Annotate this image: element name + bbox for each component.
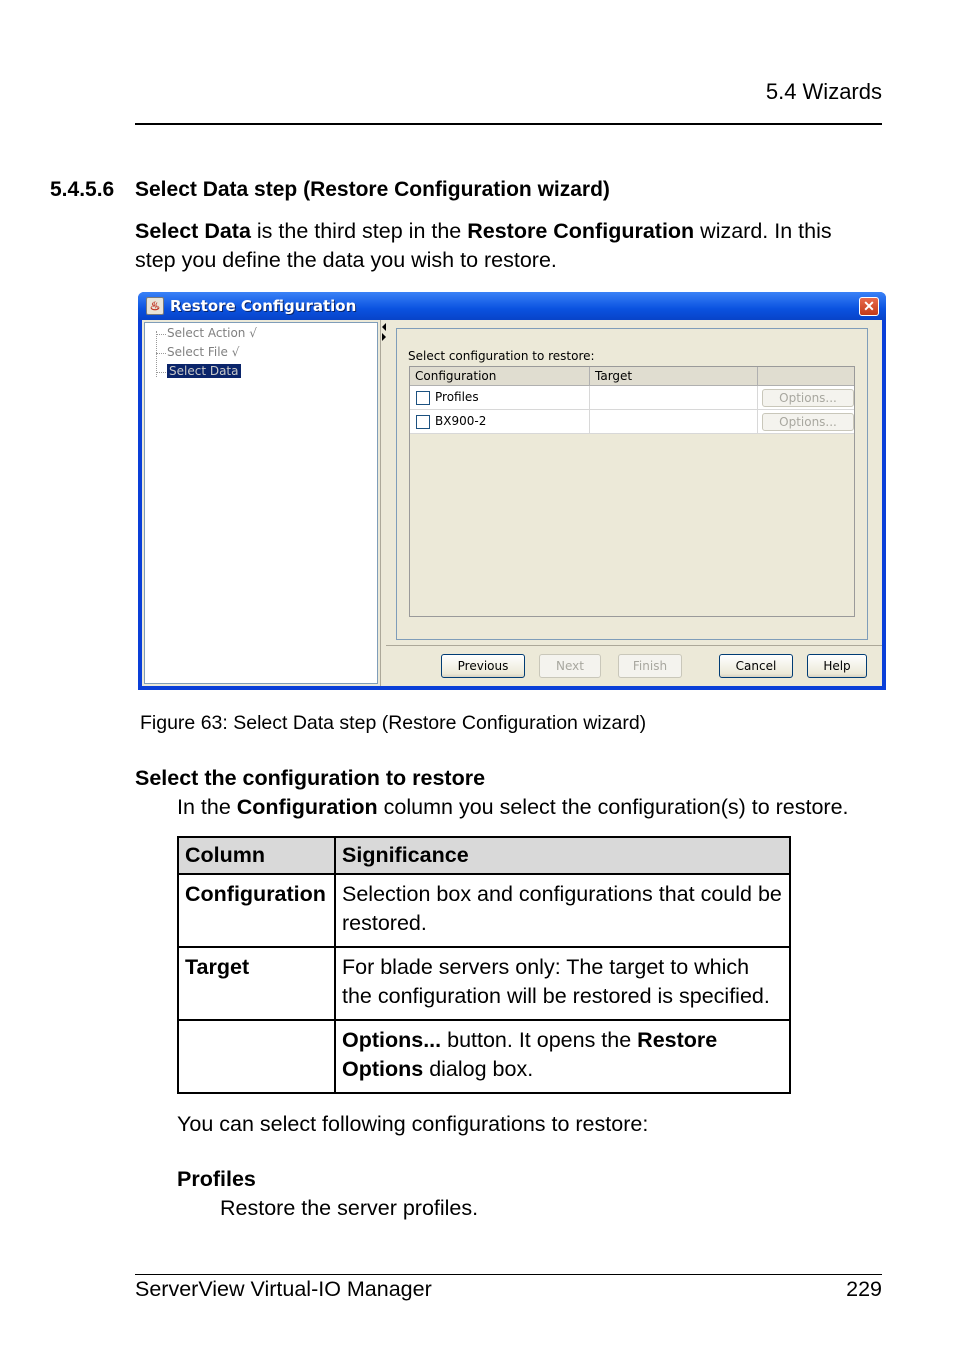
finish-button[interactable]: Finish xyxy=(618,654,682,678)
help-button[interactable]: Help xyxy=(807,654,867,678)
intro-text-2: wizard. In this xyxy=(694,219,832,243)
table-row xyxy=(178,1020,790,1093)
intro-bold-2: Restore Configuration xyxy=(467,219,695,243)
options-cell xyxy=(758,410,854,434)
profiles-text: Restore the server profiles. xyxy=(220,1196,479,1220)
subtext-1: In the xyxy=(177,795,237,819)
table-row xyxy=(178,874,790,947)
footer-title: ServerView Virtual-IO Manager xyxy=(135,1277,432,1301)
config-cell xyxy=(410,386,590,410)
config-name: BX900-2 xyxy=(435,414,487,428)
config-cell xyxy=(410,410,590,434)
next-button[interactable]: Next xyxy=(539,654,601,678)
subheading: Select the configuration to restore xyxy=(135,766,486,790)
sig-text-1: button. It opens the xyxy=(441,1028,638,1052)
button-bar-separator xyxy=(386,645,882,646)
subtext-2: column you select the configuration(s) to restore. xyxy=(377,795,849,819)
running-header: 5.4 Wizards xyxy=(765,79,882,104)
tree-branch-line xyxy=(156,334,166,335)
config-name: Profiles xyxy=(435,390,479,404)
tree-branch-line xyxy=(156,353,166,354)
table-header-row xyxy=(178,837,790,874)
table-row xyxy=(410,410,854,434)
header-rule xyxy=(135,123,882,125)
page-number: 229 xyxy=(846,1277,882,1301)
row-column-name xyxy=(178,1020,335,1093)
profiles-checkbox[interactable] xyxy=(416,391,430,405)
figure-caption: Figure 63: Select Data step (Restore Configuration wizard) xyxy=(140,712,647,734)
after-table-text: You can select following configurations to restore: xyxy=(177,1112,649,1136)
options-button[interactable]: Options... xyxy=(762,413,854,431)
panel-label: Select configuration to restore: xyxy=(408,349,595,363)
section-title: Select Data step (Restore Configuration wizard) xyxy=(135,178,610,201)
dialog-body xyxy=(142,320,882,686)
tree-item-select-data[interactable] xyxy=(167,364,241,378)
intro-text-1: is the third step in the xyxy=(250,219,468,243)
row-significance: For blade servers only: The target to which the configuration will be restored is specified. xyxy=(335,947,790,1020)
expand-right-icon[interactable] xyxy=(382,333,386,341)
tree-item-select-action[interactable]: Select Action √ xyxy=(167,326,257,340)
tree-item-select-file[interactable]: Select File √ xyxy=(167,345,240,359)
header-column: Column xyxy=(178,837,335,874)
sig-bold-2: Restore xyxy=(637,1028,718,1052)
tree-item-select-data-label: Select Data xyxy=(169,364,239,378)
configuration-grid xyxy=(409,366,855,617)
header-significance: Significance xyxy=(335,837,790,874)
row-column-name: Target xyxy=(178,947,335,1020)
subtext-bold: Configuration xyxy=(236,795,378,819)
section-number: 5.4.5.6 xyxy=(50,178,115,201)
cancel-button[interactable]: Cancel xyxy=(719,654,793,678)
restore-configuration-dialog xyxy=(138,292,886,690)
options-cell xyxy=(758,386,854,410)
previous-button[interactable]: Previous xyxy=(441,654,525,678)
row-significance: Selection box and configurations that could be restored. xyxy=(335,874,790,947)
dialog-title: Restore Configuration xyxy=(170,297,357,315)
sig-text-2: dialog box. xyxy=(423,1057,534,1081)
sig-bold-3: Options xyxy=(342,1057,424,1081)
java-cup-icon: ♨ xyxy=(146,297,164,315)
select-data-panel xyxy=(396,328,868,640)
target-cell xyxy=(590,386,758,410)
bx900-2-checkbox[interactable] xyxy=(416,415,430,429)
intro-paragraph xyxy=(135,217,875,275)
intro-line-2: step you define the data you wish to restore. xyxy=(135,248,557,272)
column-header-configuration[interactable]: Configuration xyxy=(410,367,590,386)
tree-guide-line xyxy=(156,331,157,377)
intro-bold-1: Select Data xyxy=(135,219,251,243)
target-cell xyxy=(590,410,758,434)
footer-rule xyxy=(135,1274,882,1275)
options-button[interactable]: Options... xyxy=(762,389,854,407)
wizard-step-tree xyxy=(144,322,378,684)
column-header-target[interactable]: Target xyxy=(590,367,758,386)
profiles-heading: Profiles xyxy=(177,1167,256,1191)
dialog-titlebar[interactable] xyxy=(138,292,886,320)
column-header-options xyxy=(758,367,854,386)
subheading-text xyxy=(177,793,849,822)
row-column-name: Configuration xyxy=(178,874,335,947)
table-row xyxy=(410,386,854,410)
sig-bold-1: Options... xyxy=(342,1028,442,1052)
close-icon[interactable]: ✕ xyxy=(859,297,879,316)
collapse-left-icon[interactable] xyxy=(382,323,386,331)
row-significance xyxy=(335,1020,790,1093)
column-table xyxy=(177,836,791,1094)
table-row xyxy=(178,947,790,1020)
tree-branch-line xyxy=(156,372,166,373)
split-pane-divider[interactable] xyxy=(380,320,386,686)
